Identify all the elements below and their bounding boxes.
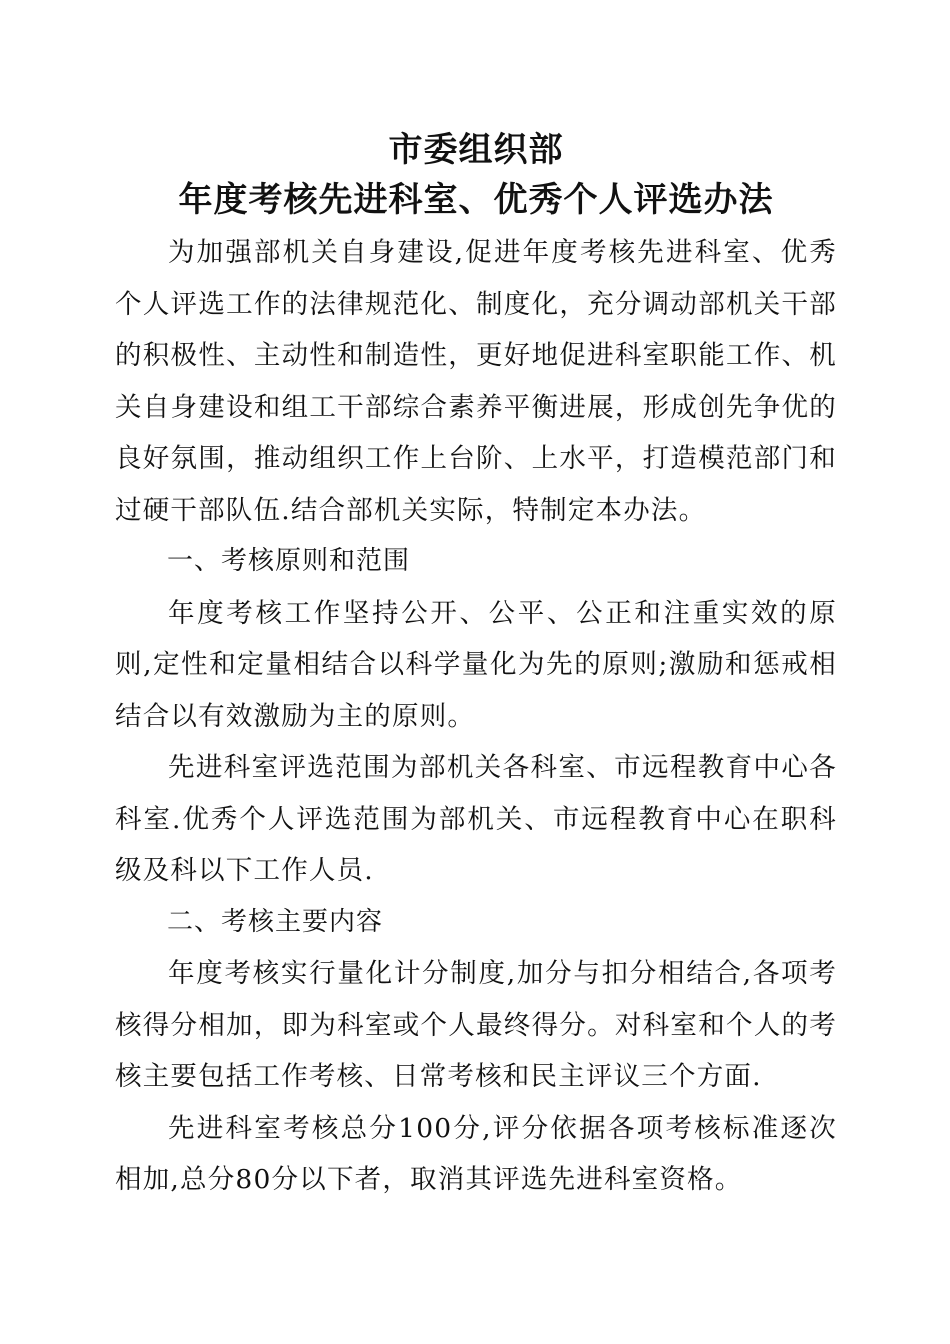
section-paragraph: 年度考核工作坚持公开、公平、公正和注重实效的原则,定性和定量相结合以科学量化为先的原则;激励和惩戒相结合以有效激励为主的原则。 <box>115 597 837 732</box>
section-1 <box>115 536 837 897</box>
section-paragraph: 先进科室考核总分100分,评分依据各项考核标准逐次相加,总分80分以下者，取消其评选先进科室资格。 <box>115 1112 837 1195</box>
document-page <box>115 125 837 1206</box>
section-paragraph: 年度考核实行量化计分制度,加分与扣分相结合,各项考核得分相加，即为科室或个人最终得分。对科室和个人的考核主要包括工作考核、日常考核和民主评议三个方面. <box>115 958 837 1092</box>
document-title-line2: 年度考核先进科室、优秀个人评选办法 <box>178 180 774 220</box>
section-2 <box>115 897 837 1206</box>
intro-paragraph: 为加强部机关自身建设,促进年度考核先进科室、优秀个人评选工作的法律规范化、制度化，充分调动部机关干部的积极性、主动性和制造性，更好地促进科室职能工作、机关自身建设和组工干部综合素养平衡进展，形成创先争优的良好氛围，推动组织工作上台阶、上水平，打造模范部门和过硬干部队伍.结合部机关实际，特制定本办法。 <box>115 237 837 526</box>
section-heading: 一、考核原则和范围 <box>167 546 411 576</box>
section-paragraph: 先进科室评选范围为部机关各科室、市远程教育中心各科室.优秀个人评选范围为部机关、市远程教育中心在职科级及科以下工作人员. <box>115 752 837 886</box>
section-heading: 二、考核主要内容 <box>167 906 384 937</box>
document-title-line1: 市委组织部 <box>388 130 564 170</box>
